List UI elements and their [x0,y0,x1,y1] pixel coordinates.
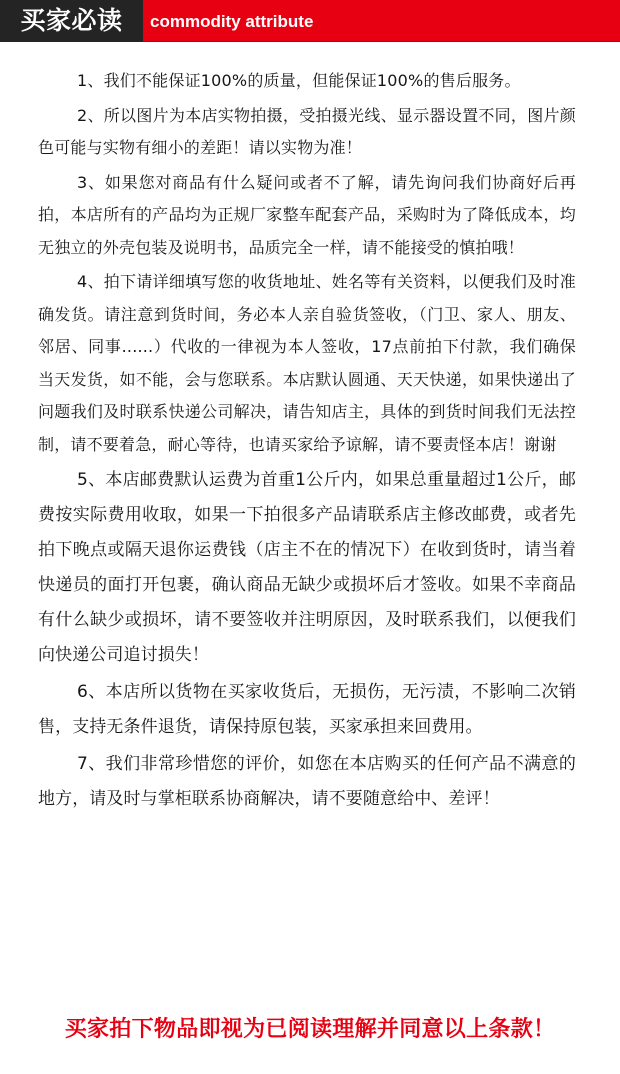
term-3: 3、如果您对商品有什么疑问或者不了解，请先询问我们协商好后再拍，本店所有的产品均为正规厂家整车配套产品，采购时为了降低成本，均无独立的外壳包装及说明书，品质完全一样，请不能接受的慎拍哦！ [38,172,576,257]
term-1: 1、我们不能保证100%的质量，但能保证100%的售后服务。 [77,71,521,90]
term-4: 4、拍下请详细填写您的收货地址、姓名等有关资料，以便我们及时准确发货。请注意到货时间，务必本人亲自验货签收，（门卫、家人、朋友、邻居、同事......）代收的一律视为本人签收，17点前拍下付款，我们确保当天发货，如不能，会与您联系。本店默认圆通、天天快递，如果快递出了问题我们及时联系快递公司解决，请告知店主，具体的到货时间我们无法控制，请不要着急，耐心等待，也请买家给予谅解，请不要责怪本店！谢谢 [38,272,576,454]
term-7: 7、我们非常珍惜您的评价，如您在本店购买的任何产品不满意的地方，请及时与掌柜联系协商解决，请不要随意给中、差评！ [38,754,576,809]
agreement-notice: 买家拍下物品即视为已阅读理解并同意以上条款！ [64,1017,556,1042]
header-subtitle: commodity attribute [150,12,314,31]
header-title: 买家必读 [0,0,143,42]
terms-list [38,65,576,817]
term-2: 2、所以图片为本店实物拍摄，受拍摄光线、显示器设置不同，图片颜色可能与实物有细小的差距！请以实物为准！ [38,105,576,157]
term-5: 5、本店邮费默认运费为首重1公斤内，如果总重量超过1公斤，邮费按实际费用收取，如果一下拍很多产品请联系店主修改邮费，或者先拍下晚点或隔天退你运费钱（店主不在的情况下）在收到货时，请当着快递员的面打开包裹，确认商品无缺少或损坏后才签收。如果不幸商品有什么缺少或损坏，请不要签收并注明原因，及时联系我们，以便我们向快递公司追讨损失！ [38,470,576,665]
term-6: 6、本店所以货物在买家收货后，无损伤，无污渍，不影响二次销售，支持无条件退货，请保持原包装，买家承担来回费用。 [38,682,576,737]
header-bar [0,0,620,42]
